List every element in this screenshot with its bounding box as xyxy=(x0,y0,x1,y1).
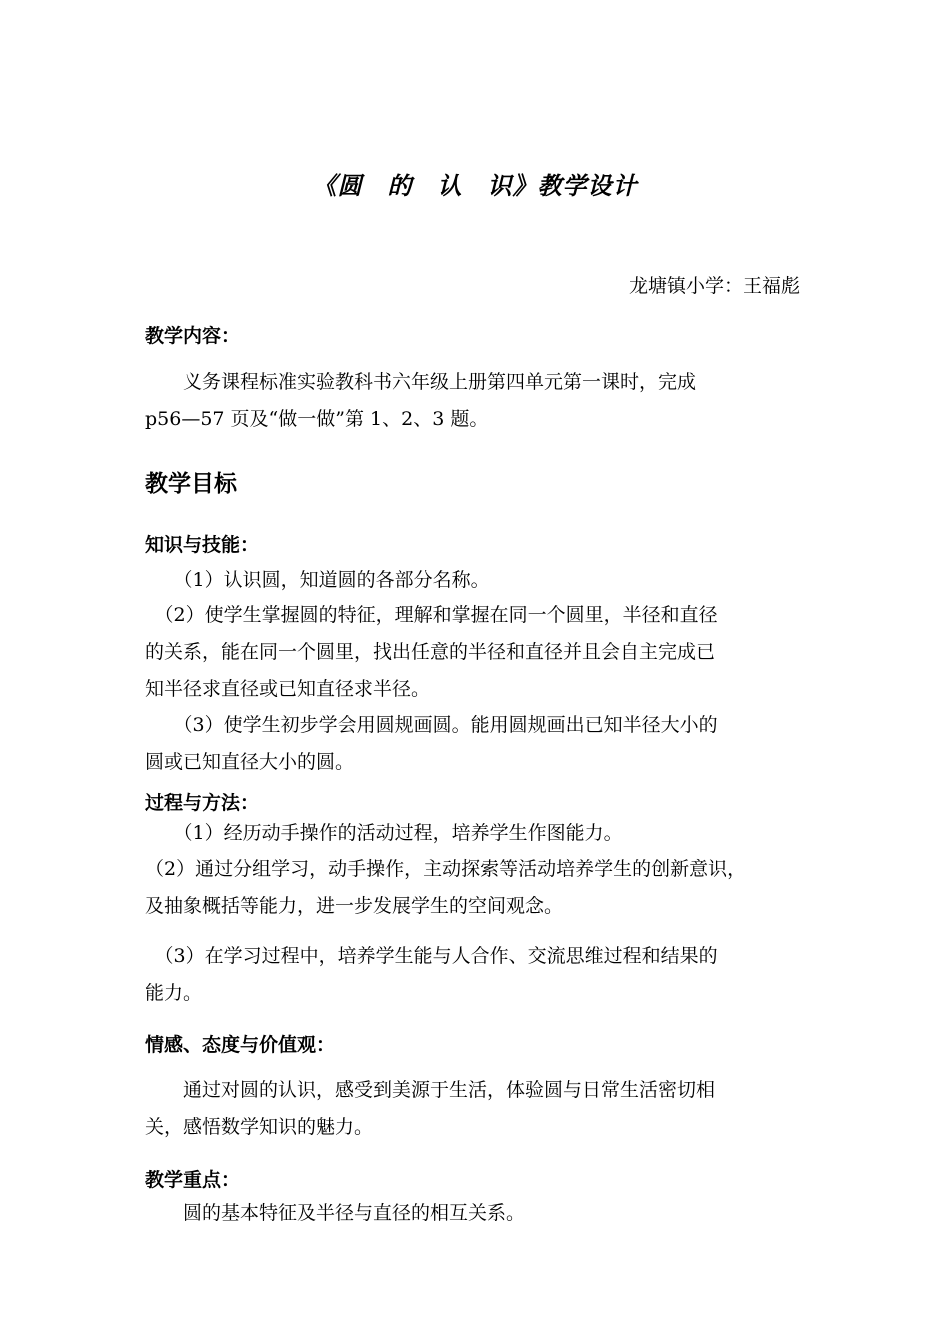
paragraph-line: （2）通过分组学习，动手操作，主动探索等活动培养学生的创新意识， xyxy=(145,858,747,880)
process-item-2 xyxy=(145,851,807,925)
process-item-3 xyxy=(145,938,807,1012)
section-heading-goals: 教学目标 xyxy=(145,471,237,497)
section-heading-process: 过程与方法： xyxy=(145,792,260,814)
paragraph-line: （3）在学习过程中，培养学生能与人合作、交流思维过程和结果的 xyxy=(145,945,718,967)
paragraph-line: 义务课程标准实验教科书六年级上册第四单元第一课时，完成 xyxy=(145,371,697,393)
author-line: 龙塘镇小学：王福彪 xyxy=(628,275,800,297)
section-heading-emotion: 情感、态度与价值观： xyxy=(145,1034,336,1056)
knowledge-item-2 xyxy=(145,597,807,708)
paragraph-line: 能力。 xyxy=(145,982,203,1004)
paragraph-line: 及抽象概括等能力，进一步发展学生的空间观念。 xyxy=(145,895,564,917)
paragraph-line: （1）经历动手操作的活动过程，培养学生作图能力。 xyxy=(145,822,623,844)
paragraph-line: 关，感悟数学知识的魅力。 xyxy=(145,1116,374,1138)
paragraph-line: p56—57 页及“做一做”第 1、2、3 题。 xyxy=(145,408,489,430)
knowledge-item-3 xyxy=(145,707,807,781)
section-heading-key-point: 教学重点： xyxy=(145,1169,241,1191)
paragraph-line: 通过对圆的认识，感受到美源于生活，体验圆与日常生活密切相 xyxy=(145,1079,716,1101)
paragraph-line: （3）使学生初步学会用圆规画圆。能用圆规画出已知半径大小的 xyxy=(145,714,718,736)
content-paragraph xyxy=(145,364,807,438)
paragraph-line: 知半径求直径或已知直径求半径。 xyxy=(145,678,431,700)
paragraph-line: 圆或已知直径大小的圆。 xyxy=(145,751,355,773)
paragraph-line: （2）使学生掌握圆的特征，理解和掌握在同一个圆里，半径和直径 xyxy=(145,604,718,626)
section-heading-content: 教学内容： xyxy=(145,325,241,347)
paragraph-line: （1）认识圆，知道圆的各部分名称。 xyxy=(145,569,490,591)
document-title: 《圆 的 认 识》教学设计 xyxy=(312,172,638,200)
paragraph-line: 圆的基本特征及半径与直径的相互关系。 xyxy=(145,1202,526,1224)
emotion-paragraph xyxy=(145,1072,807,1146)
paragraph-line: 的关系，能在同一个圆里，找出任意的半径和直径并且会自主完成已 xyxy=(145,641,716,663)
process-item-1 xyxy=(145,815,807,852)
key-point-paragraph xyxy=(145,1195,807,1232)
knowledge-item-1 xyxy=(145,562,807,599)
section-heading-knowledge: 知识与技能： xyxy=(145,534,260,556)
